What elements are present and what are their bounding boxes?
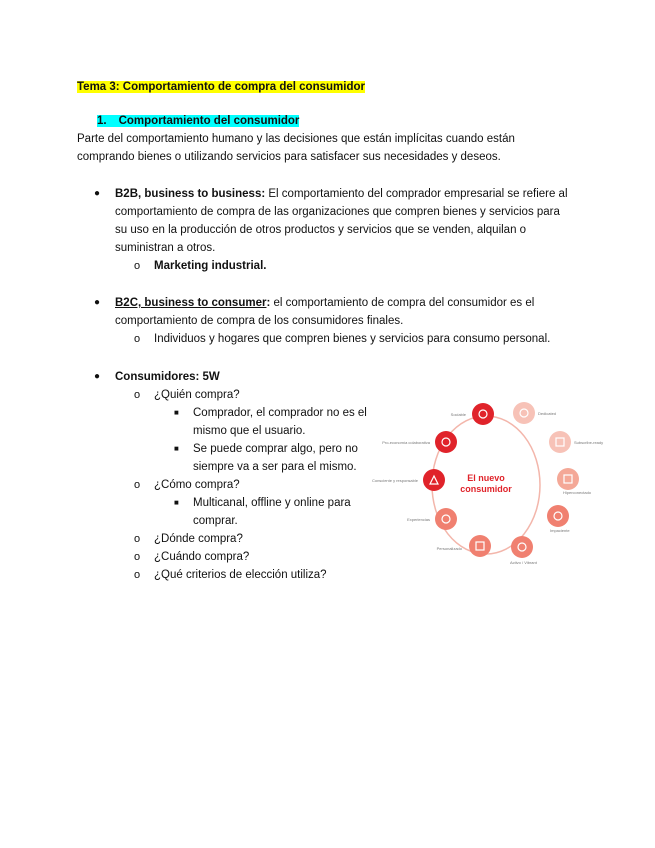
w-como: ¿Cómo compra? xyxy=(154,479,240,491)
circle-bullet-icon: o xyxy=(134,333,141,345)
bullet-icon: ● xyxy=(94,371,101,382)
bullet-icon: ● xyxy=(94,188,101,199)
label-consciente: Consciente y responsable xyxy=(371,478,418,483)
b2b-line-4: suministran a otros. xyxy=(115,242,216,254)
label-subscription: Subscribe-ready xyxy=(574,440,604,445)
circle-bullet-icon: o xyxy=(134,260,141,272)
quien-b-line-1: Se puede comprar algo, pero no xyxy=(193,443,358,455)
section-heading xyxy=(97,112,299,130)
label-impaciente: Impaciente xyxy=(550,528,570,533)
circle-bullet-icon: o xyxy=(134,569,141,581)
node-colaborativo xyxy=(435,431,457,453)
b2c-colon: : xyxy=(266,297,271,309)
b2c-line-2: comportamiento de compra de los consumidores finales. xyxy=(115,315,404,327)
label-hyper: Hiperconectado xyxy=(563,490,592,495)
square-bullet-icon: ■ xyxy=(174,408,179,417)
w-criterios: ¿Qué criterios de elección utiliza? xyxy=(154,569,327,581)
como-a-line-2: comprar. xyxy=(193,515,238,527)
b2b-line-2: comportamiento de compra de las organizaciones que compren bienes y servicios para xyxy=(115,206,560,218)
label-dedicated: Dedicated xyxy=(538,411,557,416)
title-text: Tema 3: Comportamiento de compra del consumidor xyxy=(77,81,365,93)
circle-bullet-icon: o xyxy=(134,551,141,563)
node-personalizado xyxy=(469,535,491,557)
section-heading-highlight xyxy=(97,115,299,127)
circle-bullet-icon: o xyxy=(134,533,141,545)
intro-line-1: Parte del comportamiento humano y las decisiones que están implícitas cuando están xyxy=(77,133,515,145)
circle-bullet-icon: o xyxy=(134,389,141,401)
bullet-icon: ● xyxy=(94,297,101,308)
b2b-line-1 xyxy=(115,185,568,203)
b2c-text-1: el comportamiento de compra del consumidor es el xyxy=(270,297,535,309)
node-dedicated xyxy=(513,402,535,424)
nuevo-consumidor-diagram xyxy=(371,392,604,570)
w-donde: ¿Dónde compra? xyxy=(154,533,243,545)
node-impaciente xyxy=(547,505,569,527)
b2b-line-3: su uso en la producción de otros productos y servicios que se venden, alquilan o xyxy=(115,224,527,236)
section-number: 1. xyxy=(97,115,107,127)
node-hyper xyxy=(557,468,579,490)
b2c-sub: Individuos y hogares que compren bienes y servicios para consumo personal. xyxy=(154,333,551,345)
section-heading-text: Comportamiento del consumidor xyxy=(118,115,300,127)
como-a-line-1: Multicanal, offline y online para xyxy=(193,497,351,509)
node-social xyxy=(472,403,494,425)
diagram-center-line-2: consumidor xyxy=(460,484,512,494)
label-colaborativo: Pro-economía colaborativa xyxy=(382,440,430,445)
label-personalizado: Personalizado xyxy=(436,546,462,551)
quien-a-line-2: mismo que el usuario. xyxy=(193,425,306,437)
label-activo: Activo / Vibrant xyxy=(510,560,537,565)
intro-line-2: comprando bienes o utilizando servicios para satisfacer sus necesidades y deseos. xyxy=(77,151,501,163)
square-bullet-icon: ■ xyxy=(174,498,179,507)
square-bullet-icon: ■ xyxy=(174,444,179,453)
node-subscription xyxy=(549,431,571,453)
b2c-line-1 xyxy=(115,294,534,312)
consumidores-label: Consumidores: 5W xyxy=(115,371,220,383)
document-title xyxy=(77,78,365,96)
b2b-label: B2B, business to business: xyxy=(115,188,266,200)
w-cuando: ¿Cuándo compra? xyxy=(154,551,250,563)
b2b-text-1: El comportamiento del comprador empresarial se refiere al xyxy=(265,188,568,200)
b2b-sub: Marketing industrial. xyxy=(154,260,267,272)
label-experiencias: Experiencias xyxy=(407,517,430,522)
label-social: Sociable xyxy=(450,412,466,417)
diagram-center-line-1: El nuevo xyxy=(467,473,505,483)
quien-b-line-2: siempre va a ser para el mismo. xyxy=(193,461,357,473)
node-activo xyxy=(511,536,533,558)
quien-a-line-1: Comprador, el comprador no es el xyxy=(193,407,367,419)
node-consciente xyxy=(423,469,445,491)
node-experiencias xyxy=(435,508,457,530)
b2c-label: B2C, business to consumer xyxy=(115,297,267,309)
w-quien: ¿Quién compra? xyxy=(154,389,240,401)
circle-bullet-icon: o xyxy=(134,479,141,491)
